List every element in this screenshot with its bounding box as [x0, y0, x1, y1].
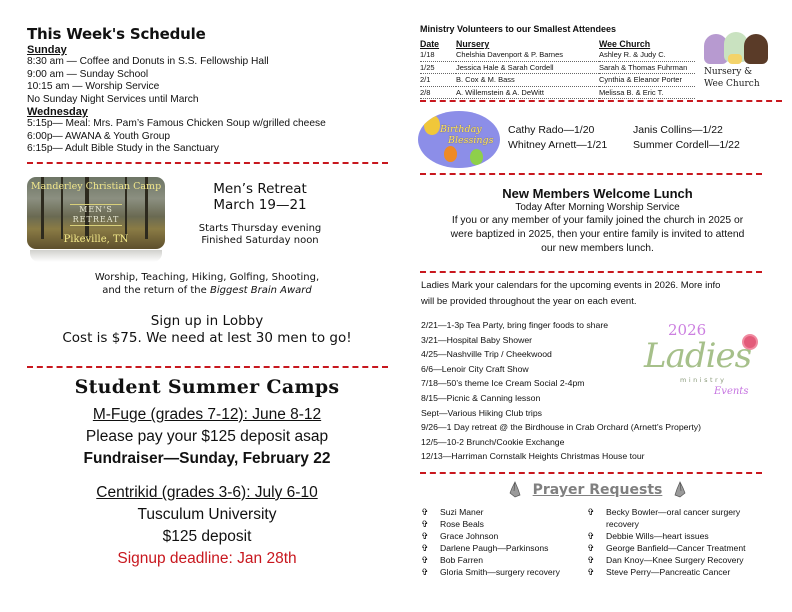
prayer-name: Bob Farren [440, 554, 483, 565]
praying-hands-icon [506, 481, 522, 498]
centrikid-deposit: $125 deposit [162, 528, 252, 545]
cross-icon: ✞ [421, 554, 429, 565]
birthday-item: Janis Collins—1/22 [633, 124, 723, 136]
sunday-heading: Sunday [27, 44, 67, 56]
ladies-ministry-logo [640, 322, 765, 406]
cross-icon: ✞ [421, 507, 429, 517]
birthday-list-col1 [508, 123, 607, 153]
mens-retreat-signup [27, 313, 387, 346]
cell-wee-church: Cynthia & Eleanor Porter [599, 74, 695, 87]
cross-icon: ✞ [587, 507, 595, 517]
mens-retreat-start: Starts Thursday evening [198, 223, 322, 234]
centrikid-deadline: Signup deadline: Jan 28th [117, 550, 297, 567]
prayer-requests-title: Prayer Requests [532, 481, 663, 498]
schedule-item: 9:00 am — Sunday School [27, 68, 149, 80]
new-members-title: New Members Welcome Lunch [502, 186, 693, 201]
volunteers-title: Ministry Volunteers to our Smallest Attendees [420, 24, 617, 34]
new-members-subtitle: Today After Morning Worship Service [515, 202, 680, 213]
prayer-item [587, 531, 772, 543]
prayer-item [587, 543, 772, 555]
activities-text: and the return of the [102, 285, 210, 296]
schedule-item: 8:30 am — Coffee and Donuts in S.S. Fellowship Hall [27, 56, 269, 68]
birthday-item: Summer Cordell—1/22 [633, 139, 740, 151]
column-header: Date [420, 39, 440, 49]
cell-wee-church: Sarah & Thomas Fuhrman [599, 61, 695, 74]
section-divider [27, 162, 388, 164]
event-item: 6/6—Lenoir City Craft Show [421, 363, 529, 374]
prayer-name: Dan Knoy—Knee Surgery Recovery [606, 554, 744, 565]
cell-date: 1/18 [420, 49, 456, 61]
birthday-blessings-image [418, 111, 500, 168]
prayer-item [421, 507, 586, 519]
summer-camps [27, 376, 387, 570]
prayer-item [587, 567, 772, 579]
prayer-name: Gloria Smith—surgery recovery [440, 566, 560, 577]
activities-line [27, 284, 387, 297]
cell-nursery: B. Cox & M. Bass [456, 74, 599, 87]
cross-icon: ✞ [587, 530, 595, 541]
camp-name: Manderley Christian Camp [30, 181, 162, 192]
event-item: 3/21—Hospital Baby Shower [421, 334, 533, 345]
event-item: 7/18—50’s theme Ice Cream Social 2-4pm [421, 378, 585, 389]
birthday-item: Whitney Arnett—1/21 [508, 139, 608, 151]
toy-icon [728, 54, 742, 64]
balloon-icon [444, 146, 457, 162]
prayer-list-col1 [421, 507, 586, 578]
prayer-name: Grace Johnson [440, 530, 499, 541]
ladies-intro-line: will be provided throughout the year on each event. [421, 296, 637, 307]
mens-retreat-end: Finished Saturday noon [201, 235, 319, 246]
centrikid-title: Centrikid (grades 3-6): July 6-10 [96, 484, 318, 501]
summer-camps-title: Student Summer Camps [74, 376, 340, 398]
prayer-name: Rose Beals [440, 518, 484, 529]
event-item: Sept—Various Hiking Club trips [421, 407, 543, 418]
mens-retreat-activities [27, 271, 387, 297]
image-text-line: Birthday [440, 124, 482, 135]
birthday-item: Cathy Rado—1/20 [508, 124, 595, 136]
table-header-row [420, 39, 695, 49]
event-item: 4/25—Nashville Trip / Cheekwood [421, 349, 552, 360]
column-header: Nursery [456, 39, 490, 49]
centrikid-location: Tusculum University [137, 506, 277, 523]
wee-label-line: Wee Church [704, 79, 760, 89]
schedule-item: 10:15 am — Worship Service [27, 81, 160, 93]
volunteers-section [420, 24, 695, 99]
event-item: 2/21—1-3p Tea Party, bring finger foods to share [421, 320, 609, 330]
logo-year: 2026 [668, 321, 707, 339]
praying-hands-icon [673, 481, 689, 498]
prayer-name: Steve Perry—Pancreatic Cancer [606, 566, 731, 577]
prayer-name: Becky Bowler—oral cancer surgery recovery [606, 507, 741, 529]
column-header: Wee Church [599, 39, 651, 49]
cross-icon: ✞ [421, 518, 429, 529]
mens-retreat-dates: March 19—21 [213, 197, 307, 213]
new-members-section [420, 186, 775, 256]
balloon-icon [424, 115, 440, 135]
mfuge-deposit: Please pay your $125 deposit asap [85, 428, 329, 445]
schedule-title: This Week's Schedule [27, 25, 206, 43]
prayer-item [587, 507, 772, 531]
section-divider [420, 173, 762, 175]
banner-line: RETREAT [72, 215, 120, 224]
signup-text: Sign up in Lobby [150, 313, 264, 329]
prayer-item [421, 531, 586, 543]
prayer-name: Darlene Paugh—Parkinsons [440, 542, 549, 553]
mfuge-fundraiser: Fundraiser—Sunday, February 22 [83, 450, 331, 467]
babies-illustration [702, 26, 772, 64]
logo-word: Ladies [644, 336, 752, 376]
award-name: Biggest Brain Award [209, 285, 312, 296]
mens-retreat-image [27, 177, 165, 249]
cross-icon: ✞ [587, 566, 595, 577]
table-row [420, 74, 695, 87]
prayer-item [421, 567, 586, 579]
balloon-icon [470, 149, 483, 165]
mens-retreat-title: Men’s Retreat [213, 181, 307, 197]
cell-nursery: Chelshia Davenport & P. Barnes [456, 49, 599, 61]
camp-location: Pikeville, TN [63, 234, 129, 245]
prayer-item [587, 555, 772, 567]
ladies-intro [421, 278, 771, 310]
banner-box [70, 204, 123, 226]
schedule-item: No Sunday Night Services until March [27, 93, 199, 105]
cross-icon: ✞ [587, 542, 595, 553]
cross-icon: ✞ [421, 530, 429, 541]
schedule-item: 5:15p— Meal: Mrs. Pam’s Famous Chicken Soup w/grilled cheese [27, 118, 326, 130]
logo-events: Events [714, 386, 749, 397]
cell-wee-church: Melissa B. & Eric T. [599, 86, 695, 99]
ladies-intro-line: Ladies Mark your calendars for the upcoming events in 2026. More info [421, 280, 721, 291]
section-divider [27, 366, 388, 368]
volunteers-table [420, 39, 695, 99]
mens-retreat-header [185, 181, 335, 247]
new-members-line: If you or any member of your family joined the church in 2025 or [451, 215, 744, 226]
prayer-item [421, 555, 586, 567]
new-members-line: were baptized in 2025, then your entire family is invited to attend [450, 229, 745, 240]
wednesday-heading: Wednesday [27, 106, 88, 119]
prayer-item [421, 543, 586, 555]
prayer-name: George Banfield—Cancer Treatment [606, 542, 746, 553]
birthday-image-text [440, 124, 494, 146]
event-item: 12/13—Harriman Cornstalk Heights Christmas House tour [421, 451, 645, 462]
cell-date: 2/8 [420, 86, 456, 99]
mfuge-title: M-Fuge (grades 7-12): June 8-12 [92, 406, 322, 423]
banner-line: MEN'S [79, 205, 113, 214]
prayer-item [421, 519, 586, 531]
cross-icon: ✞ [421, 566, 429, 577]
table-row [420, 49, 695, 61]
event-item: 12/5—10-2 Brunch/Cookie Exchange [421, 436, 565, 447]
logo-ministry: ministry [680, 376, 727, 384]
table-row [420, 86, 695, 99]
cell-date: 1/25 [420, 61, 456, 74]
table-row [420, 61, 695, 74]
new-members-line: our new members lunch. [541, 243, 654, 254]
birthday-list-col2 [633, 123, 740, 153]
retreat-banner [27, 204, 165, 226]
cost-text: Cost is $75. We need at lest 30 men to go! [62, 329, 352, 346]
cell-nursery: A. Willemstein & A. DeWitt [456, 86, 599, 99]
image-text-line: Blessings [448, 135, 494, 146]
cell-date: 2/1 [420, 74, 456, 87]
event-item: 9/26—1 Day retreat @ the Birdhouse in Crab Orchard (Arnett’s Property) [421, 422, 702, 433]
schedule-item: 6:00p— AWANA & Youth Group [27, 130, 171, 142]
cross-icon: ✞ [421, 542, 429, 553]
prayer-name: Debbie Wills—heart issues [606, 530, 709, 541]
prayer-requests-header [420, 481, 775, 499]
wee-church-label [704, 66, 782, 90]
event-item: 8/15—Picnic & Canning lesson [421, 392, 541, 403]
prayer-list-col2 [587, 507, 772, 578]
image-reflection [30, 250, 162, 262]
activities-line: Worship, Teaching, Hiking, Golfing, Shooting, [94, 272, 320, 283]
cell-wee-church: Ashley R. & Judy C. [599, 49, 695, 61]
cross-icon: ✞ [587, 554, 595, 565]
cell-nursery: Jessica Hale & Sarah Cordell [456, 61, 599, 74]
weekly-schedule [27, 26, 387, 156]
section-divider [420, 271, 762, 273]
schedule-item: 6:15p— Adult Bible Study in the Sanctuary [27, 143, 219, 155]
wee-label-line: Nursery & [704, 67, 753, 77]
section-divider [420, 100, 782, 102]
prayer-name: Suzi Maner [440, 507, 484, 517]
section-divider [420, 472, 762, 474]
